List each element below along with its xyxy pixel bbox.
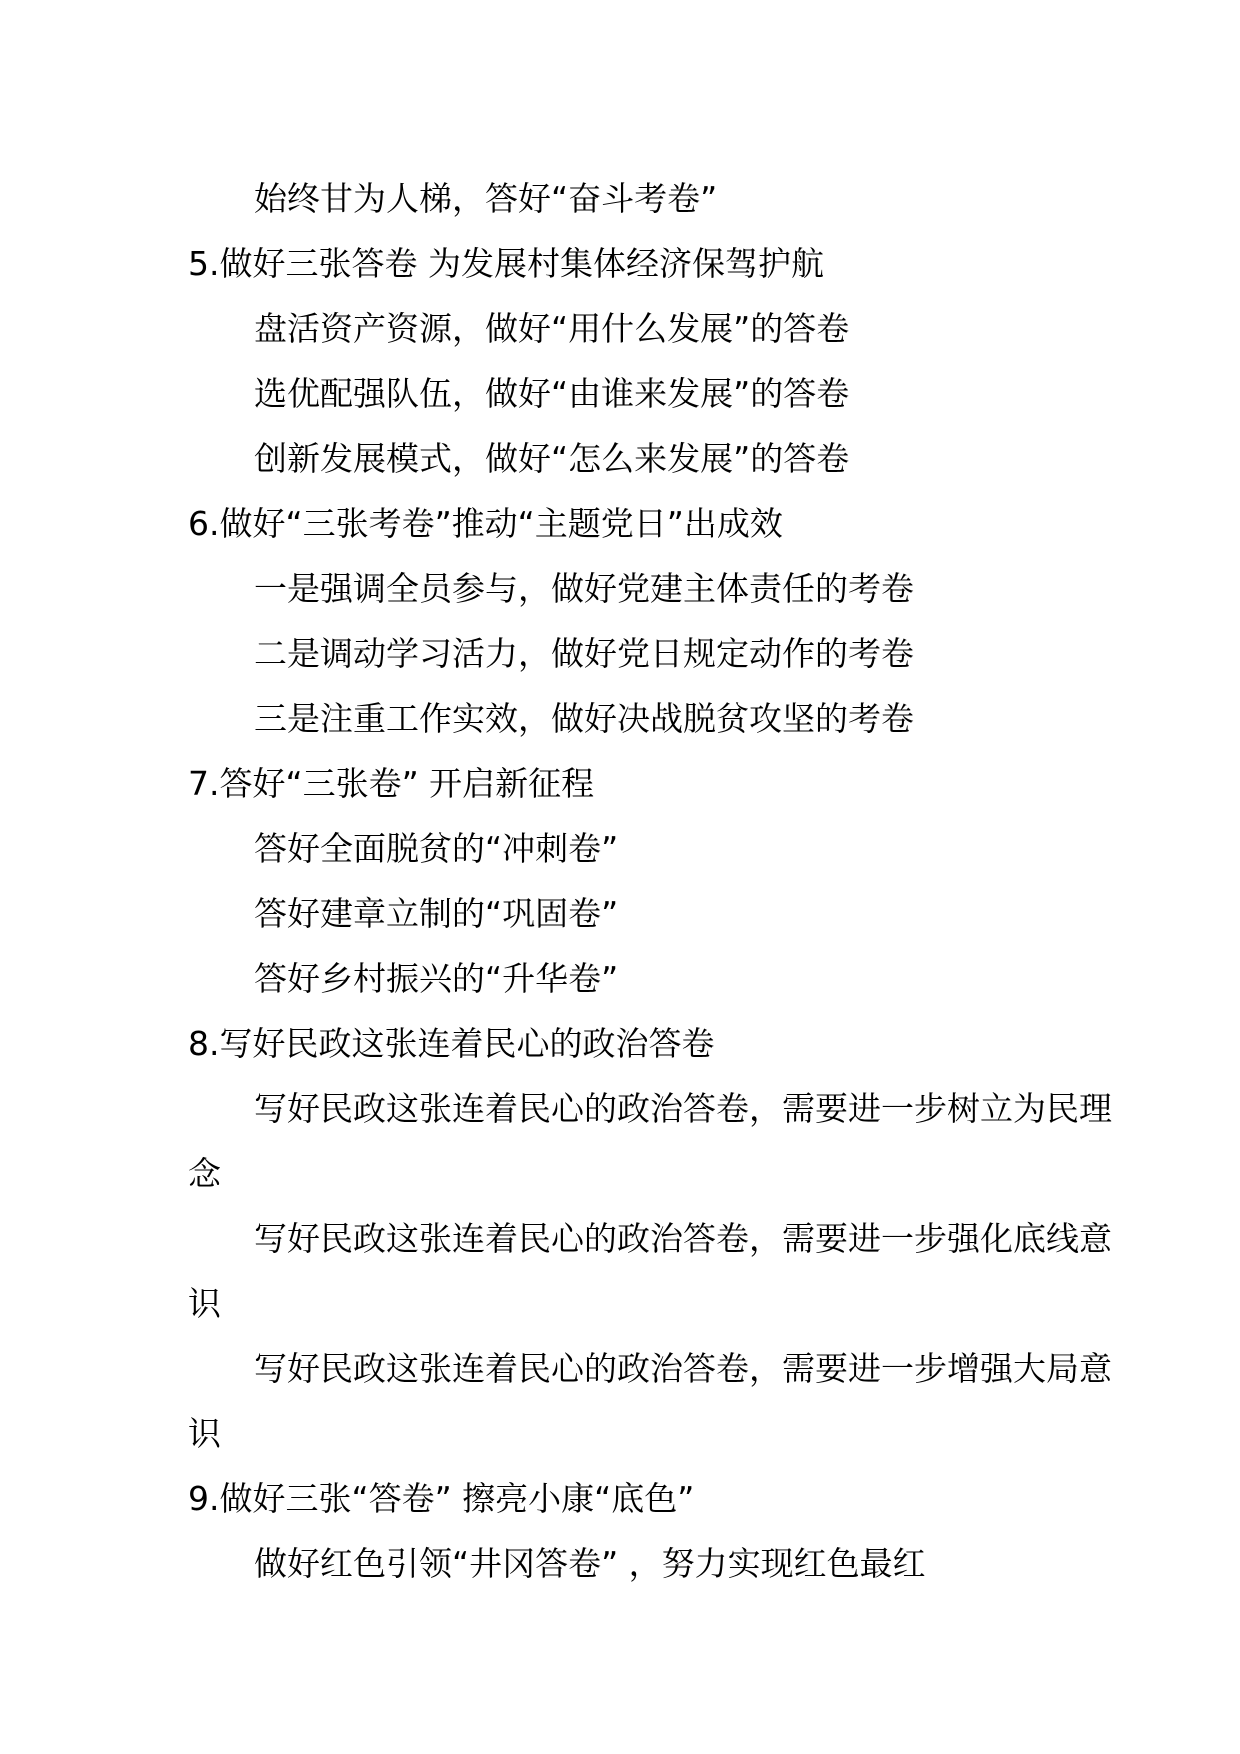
list-item: 选优配强队伍，做好“由谁来发展”的答卷 <box>254 374 850 413</box>
section-heading: 6.做好“三张考卷”推动“主题党日”出成效 <box>188 504 783 543</box>
list-item: 始终甘为人梯，答好“奋斗考卷” <box>254 179 718 218</box>
list-item: 盘活资产资源，做好“用什么发展”的答卷 <box>254 309 850 348</box>
paragraph-line-continuation: 识 <box>188 1284 221 1323</box>
list-item: 答好全面脱贫的“冲刺卷” <box>254 829 619 868</box>
paragraph-line: 写好民政这张连着民心的政治答卷，需要进一步强化底线意 <box>254 1219 1112 1258</box>
section-heading: 5.做好三张答卷 为发展村集体经济保驾护航 <box>188 244 824 283</box>
paragraph-line: 写好民政这张连着民心的政治答卷，需要进一步树立为民理 <box>254 1089 1112 1128</box>
list-item: 一是强调全员参与，做好党建主体责任的考卷 <box>254 569 914 608</box>
section-heading: 8.写好民政这张连着民心的政治答卷 <box>188 1024 715 1063</box>
list-item: 三是注重工作实效，做好决战脱贫攻坚的考卷 <box>254 699 914 738</box>
list-item: 二是调动学习活力，做好党日规定动作的考卷 <box>254 634 914 673</box>
section-heading: 7.答好“三张卷” 开启新征程 <box>188 764 595 803</box>
list-item: 做好红色引领“井冈答卷” ，努力实现红色最红 <box>254 1544 926 1583</box>
paragraph-line: 写好民政这张连着民心的政治答卷，需要进一步增强大局意 <box>254 1349 1112 1388</box>
paragraph-line-continuation: 识 <box>188 1414 221 1453</box>
list-item: 创新发展模式，做好“怎么来发展”的答卷 <box>254 439 850 478</box>
section-heading: 9.做好三张“答卷” 擦亮小康“底色” <box>188 1479 695 1518</box>
document-body <box>188 166 1112 1596</box>
paragraph-line-continuation: 念 <box>188 1154 221 1193</box>
list-item: 答好建章立制的“巩固卷” <box>254 894 619 933</box>
list-item: 答好乡村振兴的“升华卷” <box>254 959 619 998</box>
